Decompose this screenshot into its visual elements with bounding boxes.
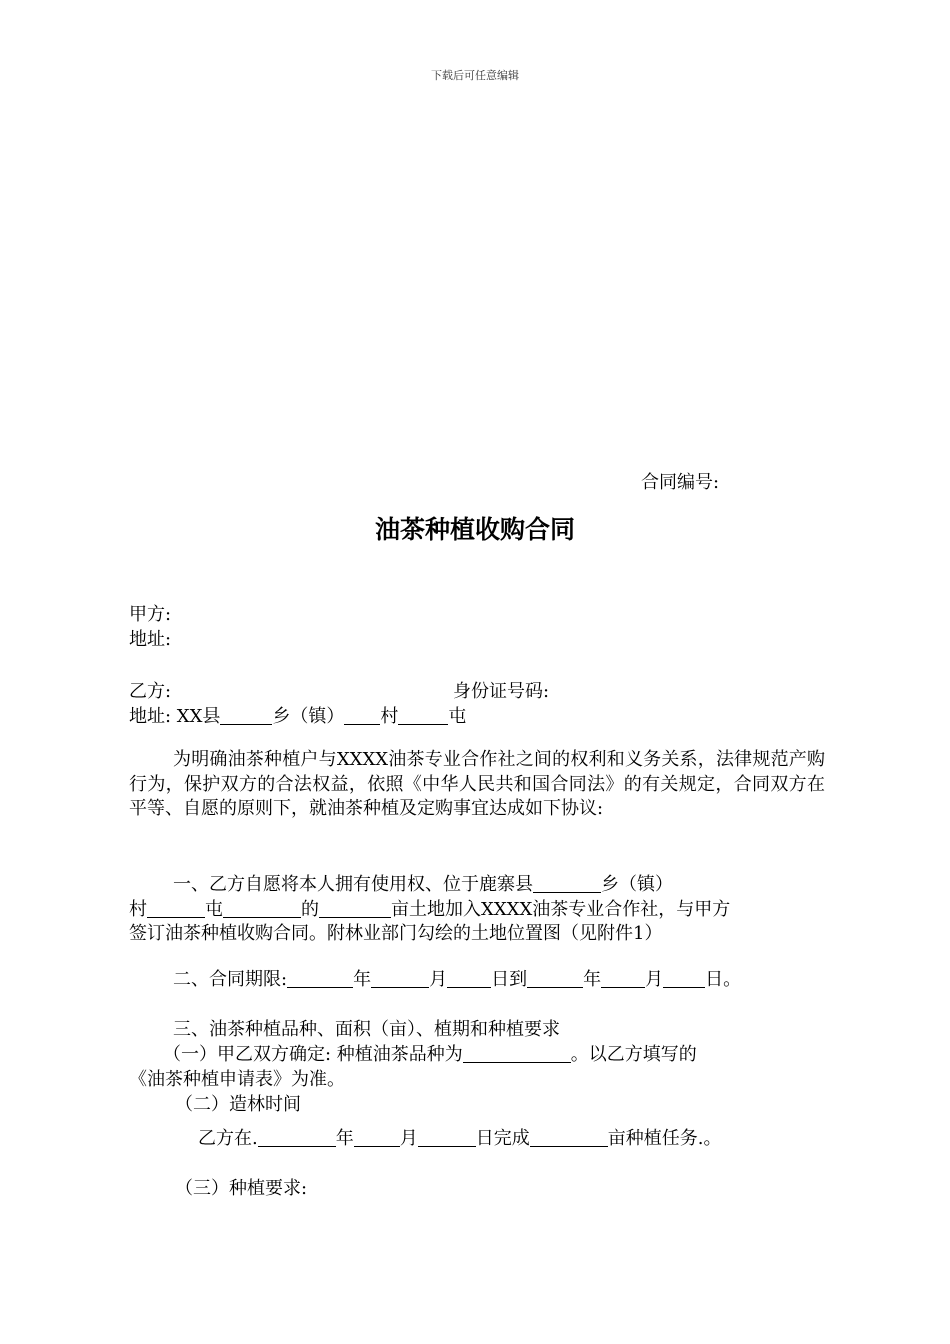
clause2-year: 年 [353,969,372,990]
clause2-label: 二、合同期限: [173,969,288,990]
address-b-hamlet: 屯 [448,706,467,727]
clause2-month: 月 [429,969,448,990]
clause1-township: 乡（镇） [601,874,673,895]
planting-year-blank [258,1128,336,1147]
clause3-sub2-text: 乙方在. [198,1128,258,1149]
township-blank [220,706,272,725]
header-note: 下载后可任意编辑 [431,69,519,82]
address-a-label: 地址: [129,629,172,650]
clause3-heading: 三、油茶种植品种、面积（亩）、植期和种植要求 [173,1019,560,1040]
clause3-sub1-line1 [163,1043,697,1067]
hamlet-blank [398,706,448,725]
clause3-sub2-heading: （二）造林时间 [175,1094,301,1115]
clause1-of: 的 [301,899,319,920]
clause1-line1 [173,873,673,897]
clause1-line2 [129,898,730,922]
clause2-end-year-blank [527,969,583,988]
clause1-area-blank [319,899,391,918]
planting-month-blank [354,1128,400,1147]
village-blank [344,706,380,725]
planting-day-blank [418,1128,476,1147]
id-number-label: 身份证号码: [453,681,550,702]
clause2-start-year-blank [287,969,353,988]
clause2-year2: 年 [583,969,602,990]
clause1-area-text: 亩土地加入XXXX油茶专业合作社，与甲方 [391,899,731,920]
clause2-line [173,968,741,992]
clause2-end-day-blank [663,969,705,988]
clause3-sub2-year: 年 [335,1128,354,1149]
clause1-text: 一、乙方自愿将本人拥有使用权、位于鹿寨县 [173,874,533,895]
clause2-start-month-blank [371,969,429,988]
clause3-sub2-complete: 日完成 [475,1128,530,1149]
clause1-hamlet-blank [223,899,301,918]
clause3-sub1-text: （一）甲乙双方确定: 种植油茶品种为 [163,1044,463,1065]
clause1-township-blank [533,874,601,893]
clause3-sub1-line2: 《油茶种植申请表》为准。 [129,1069,345,1090]
address-b-village: 村 [380,706,399,727]
clause3-sub3-heading: （三）种植要求: [175,1178,308,1199]
variety-blank [463,1044,571,1063]
clause2-day-to: 日到 [491,969,528,990]
clause1-hamlet: 屯 [205,899,223,920]
preamble-paragraph: 为明确油茶种植户与XXXX油茶专业合作社之间的权利和义务关系，法律规范产购行为，保护双方的合法权益，依照《中华人民共和国合同法》的有关规定，合同双方在平等、自愿的原则下，就油茶种植及定购事宜达成如下协议: [129,749,825,819]
address-b-township: 乡（镇） [272,706,345,727]
clause1-village: 村 [129,899,147,920]
clause2-month2: 月 [645,969,664,990]
party-a-label: 甲方: [129,604,172,625]
clause3-sub1-tail: 。以乙方填写的 [570,1044,697,1065]
document-title: 油茶种植收购合同 [374,515,575,544]
address-b-line [129,705,466,729]
clause3-sub2-tail: 亩种植任务.。 [607,1128,722,1149]
clause2-end-month-blank [601,969,645,988]
party-b-label: 乙方: [129,681,172,702]
planting-area-blank [530,1128,608,1147]
address-b-prefix: 地址: XX县 [129,706,221,727]
clause1-village-blank [147,899,205,918]
clause3-sub2-line [198,1127,721,1151]
clause2-start-day-blank [447,969,491,988]
clause1-line3: 签订油茶种植收购合同。附林业部门勾绘的土地位置图（见附件1） [129,923,663,944]
contract-number-label: 合同编号: [641,472,720,493]
clause3-sub2-month: 月 [399,1128,418,1149]
clause2-day2: 日。 [705,969,742,990]
